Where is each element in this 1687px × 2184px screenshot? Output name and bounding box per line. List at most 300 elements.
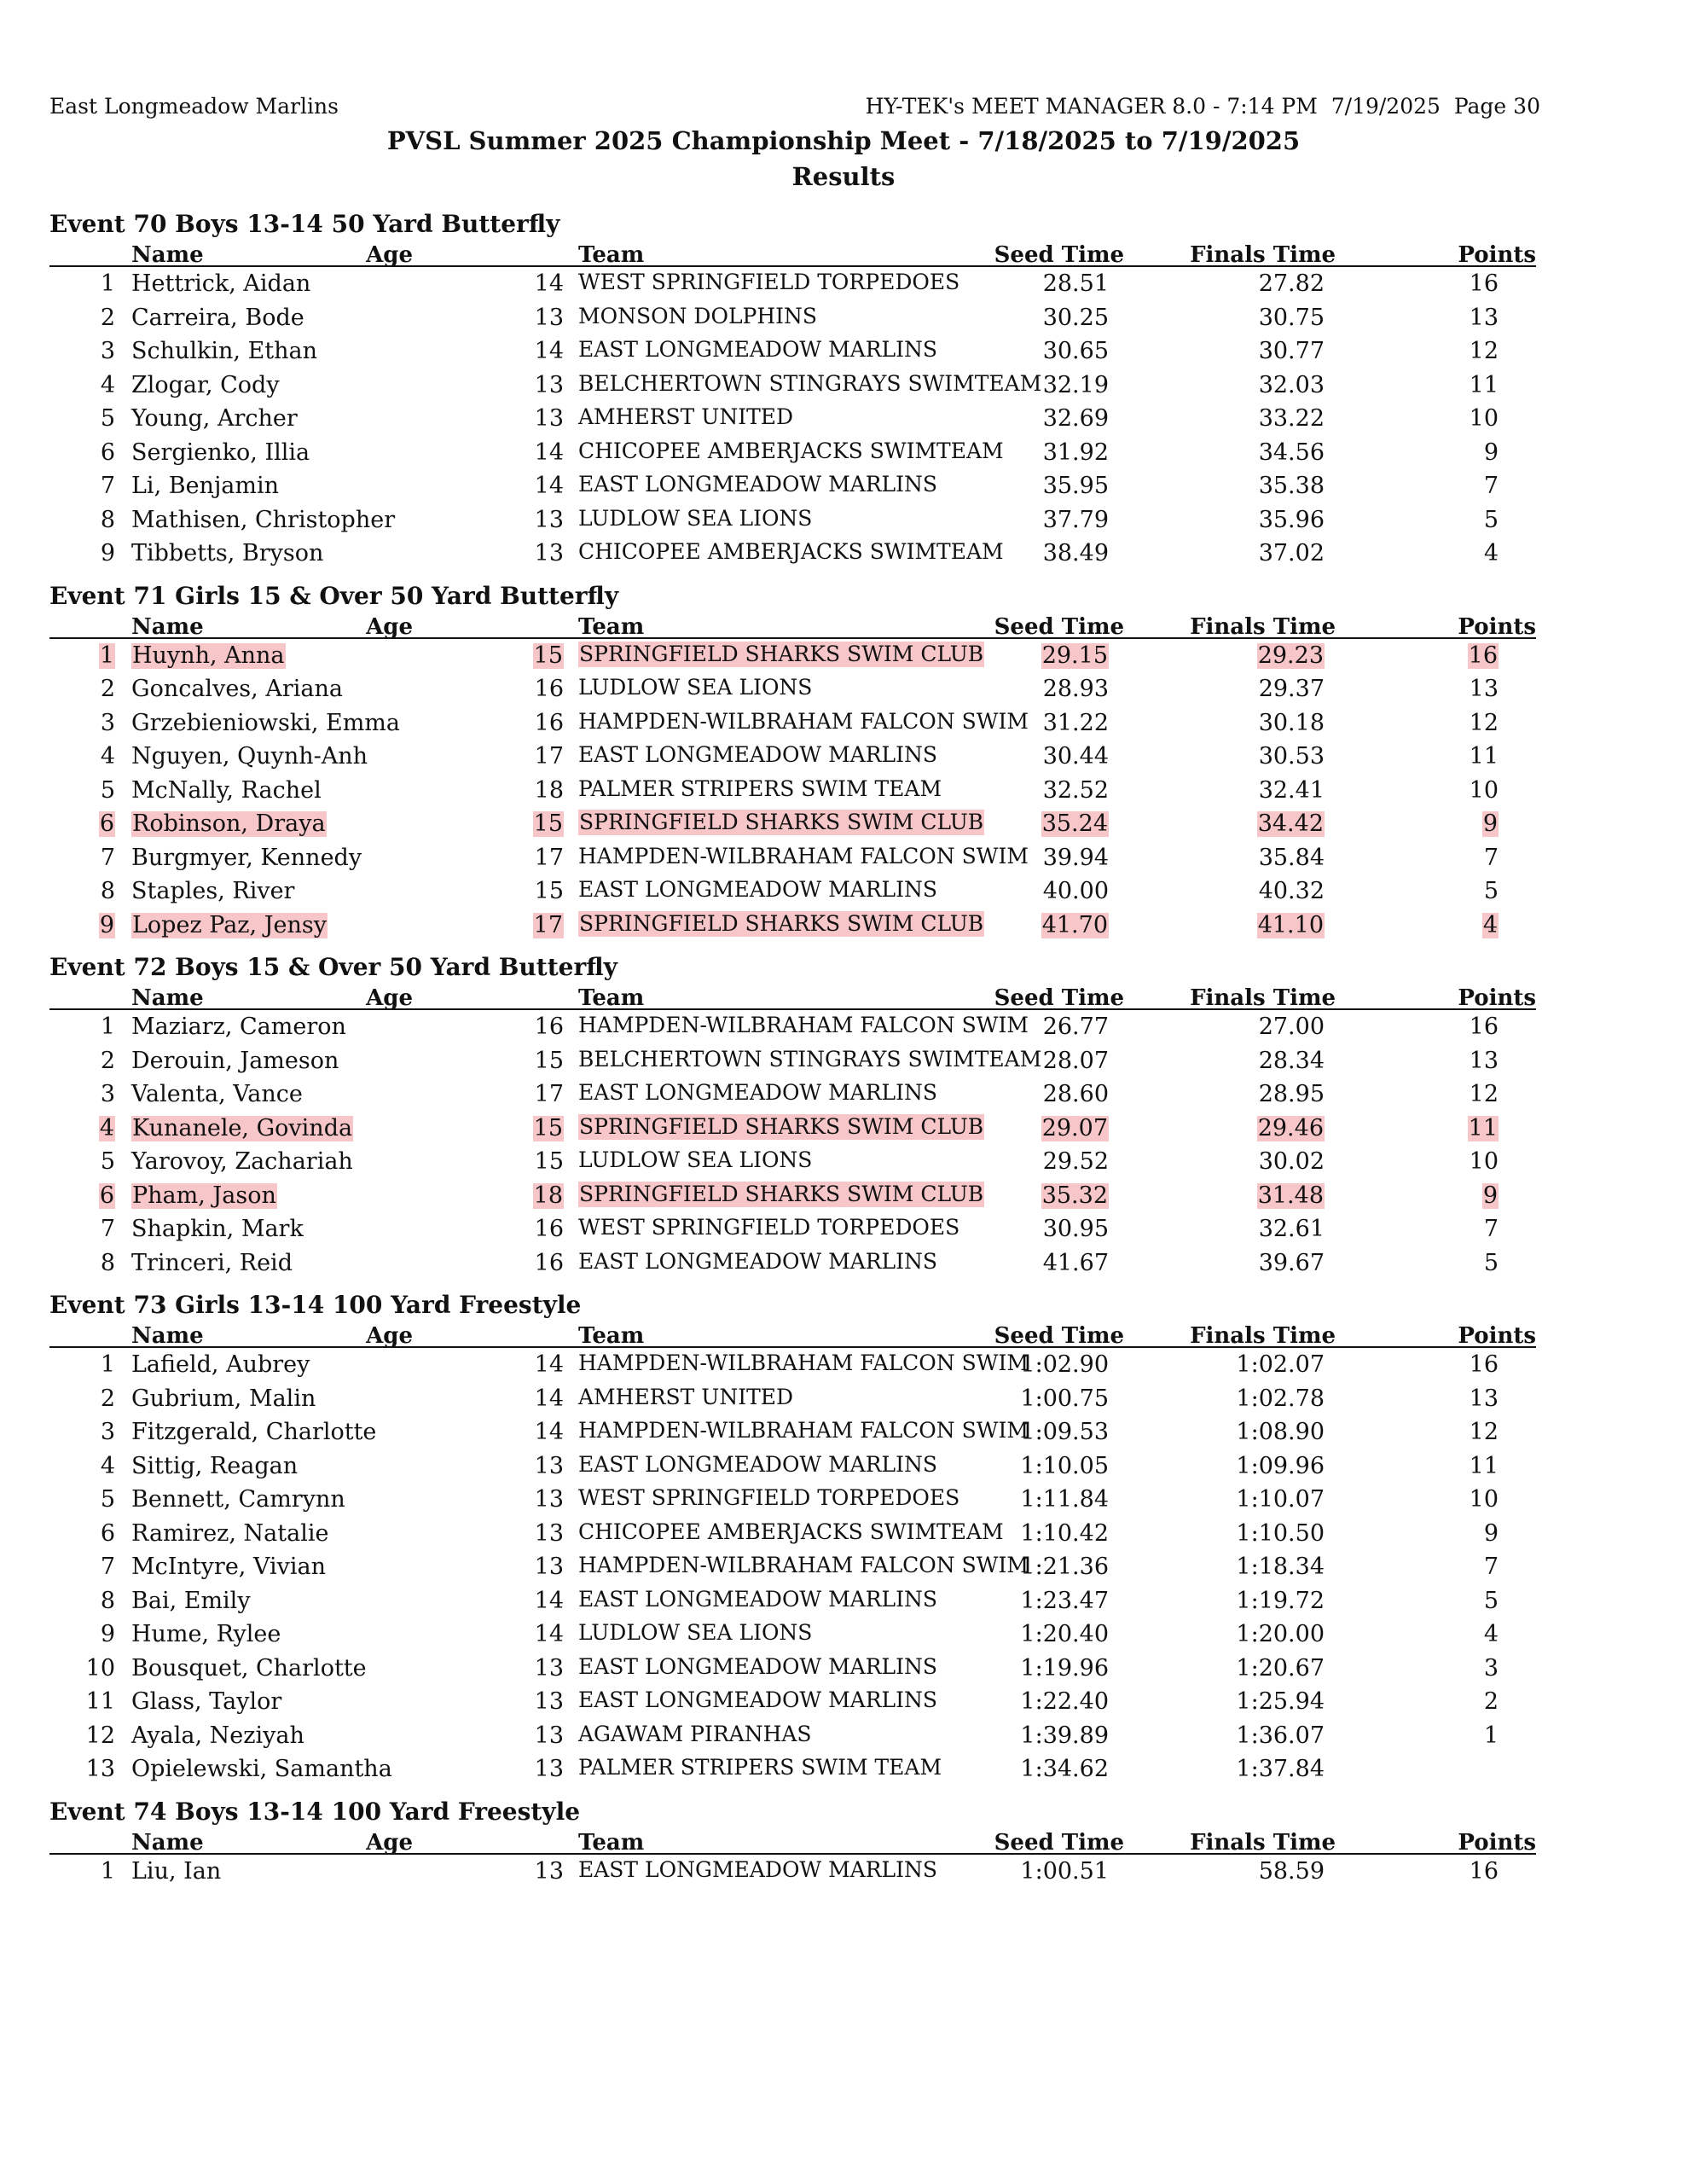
points-cell: 16 [1469,1351,1499,1378]
swimmer-name: Derouin, Jameson [131,1047,339,1074]
seed-time: 29.15 [1041,642,1108,669]
place-cell: 2 [100,1385,115,1412]
swimmer-name: Ramirez, Natalie [131,1519,329,1547]
result-row [0,1179,1687,1213]
swimmer-name: Schulkin, Ethan [131,338,318,364]
result-row [0,774,1687,808]
swimmer-name: Young, Archer [131,405,298,432]
seed-time: 26.77 [1042,1014,1109,1040]
seed-time: 1:11.84 [1020,1486,1109,1513]
swimmer-name: Bai, Emily [131,1587,251,1614]
age-cell: 14 [534,473,564,499]
age-cell: 15 [534,1047,564,1074]
swimmer-name: McNally, Rachel [131,776,322,804]
result-row [0,639,1687,673]
age-cell: 14 [534,270,564,297]
team-name: SPRINGFIELD SHARKS SWIM CLUB [579,810,984,834]
points-cell: 12 [1469,338,1499,364]
result-row [0,1685,1687,1719]
seed-time: 1:20.40 [1020,1621,1109,1647]
column-header [49,240,1536,267]
finals-time: 1:09.96 [1236,1452,1325,1479]
seed-time: 38.49 [1042,540,1109,566]
team-name: AMHERST UNITED [578,404,794,429]
header-software-info: HY-TEK's MEET MANAGER 8.0 - 7:14 PM 7/19/2025 Page 30 [865,94,1540,119]
finals-time: 28.95 [1258,1081,1325,1107]
swimmer-name: Trinceri, Reid [131,1249,293,1276]
finals-time: 35.38 [1258,473,1325,499]
team-name: HAMPDEN-WILBRAHAM FALCON SWIM [578,1418,1029,1443]
finals-time: 34.56 [1258,439,1325,466]
header-team-name: East Longmeadow Marlins [49,94,339,119]
place-cell: 4 [100,743,115,770]
result-row [0,706,1687,741]
finals-time: 32.41 [1258,776,1325,804]
swimmer-name: Kunanele, Govinda [132,1114,353,1141]
team-name: CHICOPEE AMBERJACKS SWIMTEAM [578,539,1004,564]
result-row [0,1517,1687,1551]
age-cell: 15 [533,1114,563,1141]
team-name: CHICOPEE AMBERJACKS SWIMTEAM [578,1519,1004,1544]
team-name: SPRINGFIELD SHARKS SWIM CLUB [579,1113,984,1139]
swimmer-name: Yarovoy, Zachariah [131,1148,353,1175]
points-cell: 10 [1469,1148,1499,1175]
swimmer-name: Mathisen, Christopher [131,506,396,533]
place-cell: 2 [100,304,115,331]
swimmer-name: Bousquet, Charlotte [131,1654,367,1682]
column-header-points: Points [1458,1323,1536,1349]
seed-time: 35.32 [1041,1182,1108,1209]
seed-time: 28.93 [1042,676,1109,702]
result-row [0,740,1687,774]
column-header-name: Name [131,985,204,1011]
column-header-name: Name [131,1323,204,1349]
age-cell: 17 [534,844,564,871]
age-cell: 13 [534,1486,564,1513]
finals-time: 1:02.07 [1236,1351,1325,1378]
team-name: AMHERST UNITED [578,1384,794,1409]
finals-time: 32.03 [1258,371,1325,398]
seed-time: 30.25 [1042,304,1109,331]
seed-time: 1:00.51 [1020,1857,1109,1885]
age-cell: 13 [534,1654,564,1682]
finals-time: 32.61 [1258,1216,1325,1242]
column-header-seed-time: Seed Time [994,613,1124,640]
team-name: LUDLOW SEA LIONS [578,675,813,700]
column-header-seed-time: Seed Time [994,1829,1124,1856]
seed-time: 1:10.05 [1020,1452,1109,1479]
result-row [0,874,1687,909]
age-cell: 18 [534,776,564,804]
column-header-finals-time: Finals Time [1190,613,1336,640]
points-cell: 12 [1469,709,1499,736]
place-cell: 6 [100,1519,115,1547]
place-cell: 3 [100,1081,115,1107]
swimmer-name: Goncalves, Ariana [131,676,343,702]
team-name: HAMPDEN-WILBRAHAM FALCON SWIM [578,843,1029,868]
seed-time: 28.51 [1042,270,1109,297]
result-row [0,1618,1687,1652]
points-cell: 16 [1469,1014,1499,1040]
team-name: LUDLOW SEA LIONS [578,1147,813,1172]
column-header-seed-time: Seed Time [994,1323,1124,1349]
seed-time: 35.24 [1041,810,1108,837]
finals-time: 1:20.67 [1236,1654,1325,1682]
points-cell: 7 [1483,1554,1499,1580]
place-cell: 6 [100,439,115,466]
team-name: EAST LONGMEADOW MARLINS [578,742,938,767]
points-cell: 16 [1469,270,1499,297]
column-header-points: Points [1458,1829,1536,1856]
team-name: EAST LONGMEADOW MARLINS [578,1687,938,1712]
swimmer-name: Zlogar, Cody [131,371,280,398]
result-row [0,1550,1687,1584]
team-name: EAST LONGMEADOW MARLINS [578,1856,938,1882]
column-header-points: Points [1458,613,1536,640]
place-cell: 5 [100,1486,115,1513]
team-name: HAMPDEN-WILBRAHAM FALCON SWIM [578,1350,1029,1375]
event-title: Event 71 Girls 15 & Over 50 Yard Butterfly [49,581,619,610]
column-header-age: Age [366,613,413,640]
finals-time: 30.53 [1258,743,1325,770]
event-title: Event 70 Boys 13-14 50 Yard Butterfly [49,210,560,238]
place-cell: 2 [100,1047,115,1074]
points-cell: 12 [1469,1081,1499,1107]
finals-time: 1:19.72 [1236,1587,1325,1614]
finals-time: 29.37 [1258,676,1325,702]
age-cell: 13 [534,540,564,566]
team-name: LUDLOW SEA LIONS [578,1620,813,1645]
place-cell: 10 [85,1654,115,1682]
column-header-team: Team [578,613,645,640]
place-cell: 6 [99,810,114,837]
swimmer-name: McIntyre, Vivian [131,1554,327,1580]
points-cell: 9 [1482,1182,1498,1209]
swimmer-name: Staples, River [131,878,295,904]
column-header-name: Name [131,613,204,640]
column-header-seed-time: Seed Time [994,242,1124,268]
seed-time: 1:39.89 [1020,1722,1109,1749]
place-cell: 2 [100,676,115,702]
seed-time: 40.00 [1042,878,1109,904]
swimmer-name: Pham, Jason [132,1182,276,1209]
finals-time: 28.34 [1258,1047,1325,1074]
points-cell: 4 [1482,911,1498,938]
column-header-points: Points [1458,985,1536,1011]
seed-time: 32.19 [1042,371,1109,398]
event-title: Event 74 Boys 13-14 100 Yard Freestyle [49,1797,581,1826]
results-subtitle: Results [791,162,896,191]
age-cell: 17 [533,911,563,938]
result-row [0,1382,1687,1416]
seed-time: 31.92 [1042,439,1109,466]
age-cell: 16 [534,1014,564,1040]
column-header [49,1321,1536,1348]
finals-time: 29.23 [1257,642,1324,669]
result-row [0,1112,1687,1146]
result-row [0,1483,1687,1517]
finals-time: 41.10 [1257,911,1324,938]
place-cell: 8 [100,878,115,904]
points-cell: 7 [1483,473,1499,499]
column-header-team: Team [578,242,645,268]
event-section [0,581,1687,943]
column-header-team: Team [578,1323,645,1349]
team-name: HAMPDEN-WILBRAHAM FALCON SWIM [578,1553,1029,1577]
team-name: BELCHERTOWN STINGRAYS SWIMTEAM [578,1046,1042,1072]
team-name: WEST SPRINGFIELD TORPEDOES [578,1485,960,1510]
points-cell: 5 [1483,1249,1499,1276]
seed-time: 29.52 [1042,1148,1109,1175]
result-row [0,1212,1687,1246]
age-cell: 13 [534,304,564,331]
place-cell: 7 [100,473,115,499]
age-cell: 13 [534,1688,564,1715]
result-row [0,1010,1687,1044]
points-cell: 7 [1483,844,1499,871]
swimmer-name: Robinson, Draya [132,810,326,837]
result-row [0,537,1687,571]
place-cell: 9 [99,911,114,938]
column-header-finals-time: Finals Time [1190,985,1336,1011]
points-cell: 4 [1483,540,1499,566]
team-name: PALMER STRIPERS SWIM TEAM [578,1755,942,1780]
finals-time: 1:18.34 [1236,1554,1325,1580]
team-name: BELCHERTOWN STINGRAYS SWIMTEAM [578,370,1042,396]
result-row [0,301,1687,335]
points-cell: 1 [1483,1722,1499,1749]
team-name: HAMPDEN-WILBRAHAM FALCON SWIM [578,1013,1029,1037]
column-header-age: Age [366,1323,413,1349]
team-name: EAST LONGMEADOW MARLINS [578,1586,938,1612]
finals-time: 1:36.07 [1236,1722,1325,1749]
seed-time: 1:23.47 [1020,1587,1109,1614]
points-cell: 11 [1469,1452,1499,1479]
seed-time: 1:21.36 [1020,1554,1109,1580]
seed-time: 28.07 [1042,1047,1109,1074]
seed-time: 31.22 [1042,709,1109,736]
seed-time: 32.52 [1042,776,1109,804]
column-header-age: Age [366,1829,413,1856]
seed-time: 1:09.53 [1020,1419,1109,1445]
result-row [0,1719,1687,1753]
seed-time: 30.95 [1042,1216,1109,1242]
team-name: SPRINGFIELD SHARKS SWIM CLUB [579,910,984,936]
finals-time: 35.96 [1258,506,1325,533]
place-cell: 8 [100,1587,115,1614]
finals-time: 27.00 [1258,1014,1325,1040]
points-cell: 5 [1483,1587,1499,1614]
points-cell: 11 [1469,743,1499,770]
age-cell: 15 [534,1148,564,1175]
result-row [0,469,1687,503]
result-row [0,1044,1687,1078]
finals-time: 1:08.90 [1236,1419,1325,1445]
points-cell: 4 [1483,1621,1499,1647]
result-row [0,1855,1687,1889]
swimmer-name: Sergienko, Illia [131,439,310,466]
column-header-finals-time: Finals Time [1190,1323,1336,1349]
result-row [0,909,1687,943]
swimmer-name: Li, Benjamin [131,473,280,499]
finals-time: 34.42 [1257,810,1324,837]
team-name: CHICOPEE AMBERJACKS SWIMTEAM [578,438,1004,463]
result-row [0,1077,1687,1112]
meet-title: PVSL Summer 2025 Championship Meet - 7/18/2025 to 7/19/2025 [386,126,1301,155]
place-cell: 1 [100,1014,115,1040]
points-cell: 3 [1483,1654,1499,1682]
points-cell: 10 [1469,1486,1499,1513]
team-name: LUDLOW SEA LIONS [578,505,813,531]
age-cell: 13 [534,371,564,398]
place-cell: 4 [100,1452,115,1479]
event-title: Event 73 Girls 13-14 100 Yard Freestyle [49,1291,582,1319]
seed-time: 30.65 [1042,338,1109,364]
finals-time: 30.18 [1258,709,1325,736]
age-cell: 15 [533,810,563,837]
age-cell: 14 [534,338,564,364]
finals-time: 27.82 [1258,270,1325,297]
place-cell: 1 [100,1351,115,1378]
result-row [0,334,1687,369]
finals-time: 40.32 [1258,878,1325,904]
finals-time: 1:20.00 [1236,1621,1325,1647]
place-cell: 4 [99,1114,114,1141]
place-cell: 5 [100,776,115,804]
finals-time: 30.77 [1258,338,1325,364]
result-row [0,841,1687,875]
age-cell: 13 [534,405,564,432]
age-cell: 13 [534,1554,564,1580]
finals-time: 37.02 [1258,540,1325,566]
seed-time: 30.44 [1042,743,1109,770]
column-header [49,612,1536,639]
event-title: Event 72 Boys 15 & Over 50 Yard Butterfly [49,953,617,981]
seed-time: 1:02.90 [1020,1351,1109,1378]
age-cell: 14 [534,1351,564,1378]
swimmer-name: Huynh, Anna [132,642,285,669]
points-cell: 11 [1468,1114,1498,1141]
place-cell: 7 [100,844,115,871]
finals-time: 29.46 [1257,1114,1324,1141]
event-section [0,952,1687,1280]
team-name: MONSON DOLPHINS [578,303,818,328]
age-cell: 14 [534,1587,564,1614]
points-cell: 13 [1469,304,1499,331]
finals-time: 31.48 [1257,1182,1324,1209]
events-list [0,209,1687,1898]
team-name: WEST SPRINGFIELD TORPEDOES [578,1215,960,1240]
swimmer-name: Nguyen, Quynh-Anh [131,743,368,770]
result-row [0,1415,1687,1449]
swimmer-name: Shapkin, Mark [131,1216,304,1242]
result-row [0,1449,1687,1484]
swimmer-name: Grzebieniowski, Emma [131,709,400,736]
age-cell: 13 [534,1452,564,1479]
finals-time: 1:02.78 [1236,1385,1325,1412]
event-section [0,209,1687,571]
place-cell: 9 [100,540,115,566]
result-row [0,1246,1687,1281]
team-name: EAST LONGMEADOW MARLINS [578,877,938,902]
points-cell: 16 [1468,642,1498,669]
team-name: EAST LONGMEADOW MARLINS [578,337,938,362]
points-cell: 13 [1469,1385,1499,1412]
points-cell: 7 [1483,1216,1499,1242]
column-header-team: Team [578,985,645,1011]
column-header-name: Name [131,242,204,268]
swimmer-name: Tibbetts, Bryson [131,540,324,566]
column-header [49,983,1536,1010]
team-name: EAST LONGMEADOW MARLINS [578,1080,938,1105]
seed-time: 1:34.62 [1020,1756,1109,1782]
age-cell: 15 [534,878,564,904]
finals-time: 1:10.07 [1236,1486,1325,1513]
column-header-age: Age [366,985,413,1011]
swimmer-name: Carreira, Bode [131,304,304,331]
points-cell: 10 [1469,776,1499,804]
age-cell: 14 [534,439,564,466]
seed-time: 37.79 [1042,506,1109,533]
seed-time: 41.67 [1042,1249,1109,1276]
seed-time: 29.07 [1041,1114,1108,1141]
swimmer-name: Valenta, Vance [131,1081,303,1107]
points-cell: 11 [1469,371,1499,398]
seed-time: 1:22.40 [1020,1688,1109,1715]
result-row [0,1145,1687,1179]
team-name: EAST LONGMEADOW MARLINS [578,1451,938,1477]
age-cell: 13 [534,1722,564,1749]
age-cell: 17 [534,743,564,770]
result-row [0,1584,1687,1618]
points-cell: 9 [1483,439,1499,466]
seed-time: 1:10.42 [1020,1519,1109,1547]
place-cell: 7 [100,1554,115,1580]
place-cell: 8 [100,506,115,533]
swimmer-name: Lafield, Aubrey [131,1351,310,1378]
place-cell: 3 [100,338,115,364]
finals-time: 1:10.50 [1236,1519,1325,1547]
team-name: EAST LONGMEADOW MARLINS [578,1653,938,1679]
seed-time: 39.94 [1042,844,1109,871]
column-header-age: Age [366,242,413,268]
place-cell: 3 [100,709,115,736]
team-name: PALMER STRIPERS SWIM TEAM [578,775,942,801]
points-cell: 13 [1469,676,1499,702]
age-cell: 13 [534,1756,564,1782]
seed-time: 35.95 [1042,473,1109,499]
points-cell: 13 [1469,1047,1499,1074]
result-row [0,267,1687,301]
column-header-finals-time: Finals Time [1190,242,1336,268]
finals-time: 58.59 [1258,1857,1325,1885]
column-header-seed-time: Seed Time [994,985,1124,1011]
points-cell: 16 [1469,1857,1499,1885]
result-row [0,402,1687,436]
finals-time: 39.67 [1258,1249,1325,1276]
result-row [0,1652,1687,1686]
result-row [0,672,1687,706]
place-cell: 9 [100,1621,115,1647]
team-name: EAST LONGMEADOW MARLINS [578,472,938,497]
column-header-finals-time: Finals Time [1190,1829,1336,1856]
event-section [0,1290,1687,1786]
swimmer-name: Hettrick, Aidan [131,270,311,297]
finals-time: 1:25.94 [1236,1688,1325,1715]
age-cell: 16 [534,709,564,736]
points-cell: 12 [1469,1419,1499,1445]
points-cell: 9 [1482,810,1498,837]
